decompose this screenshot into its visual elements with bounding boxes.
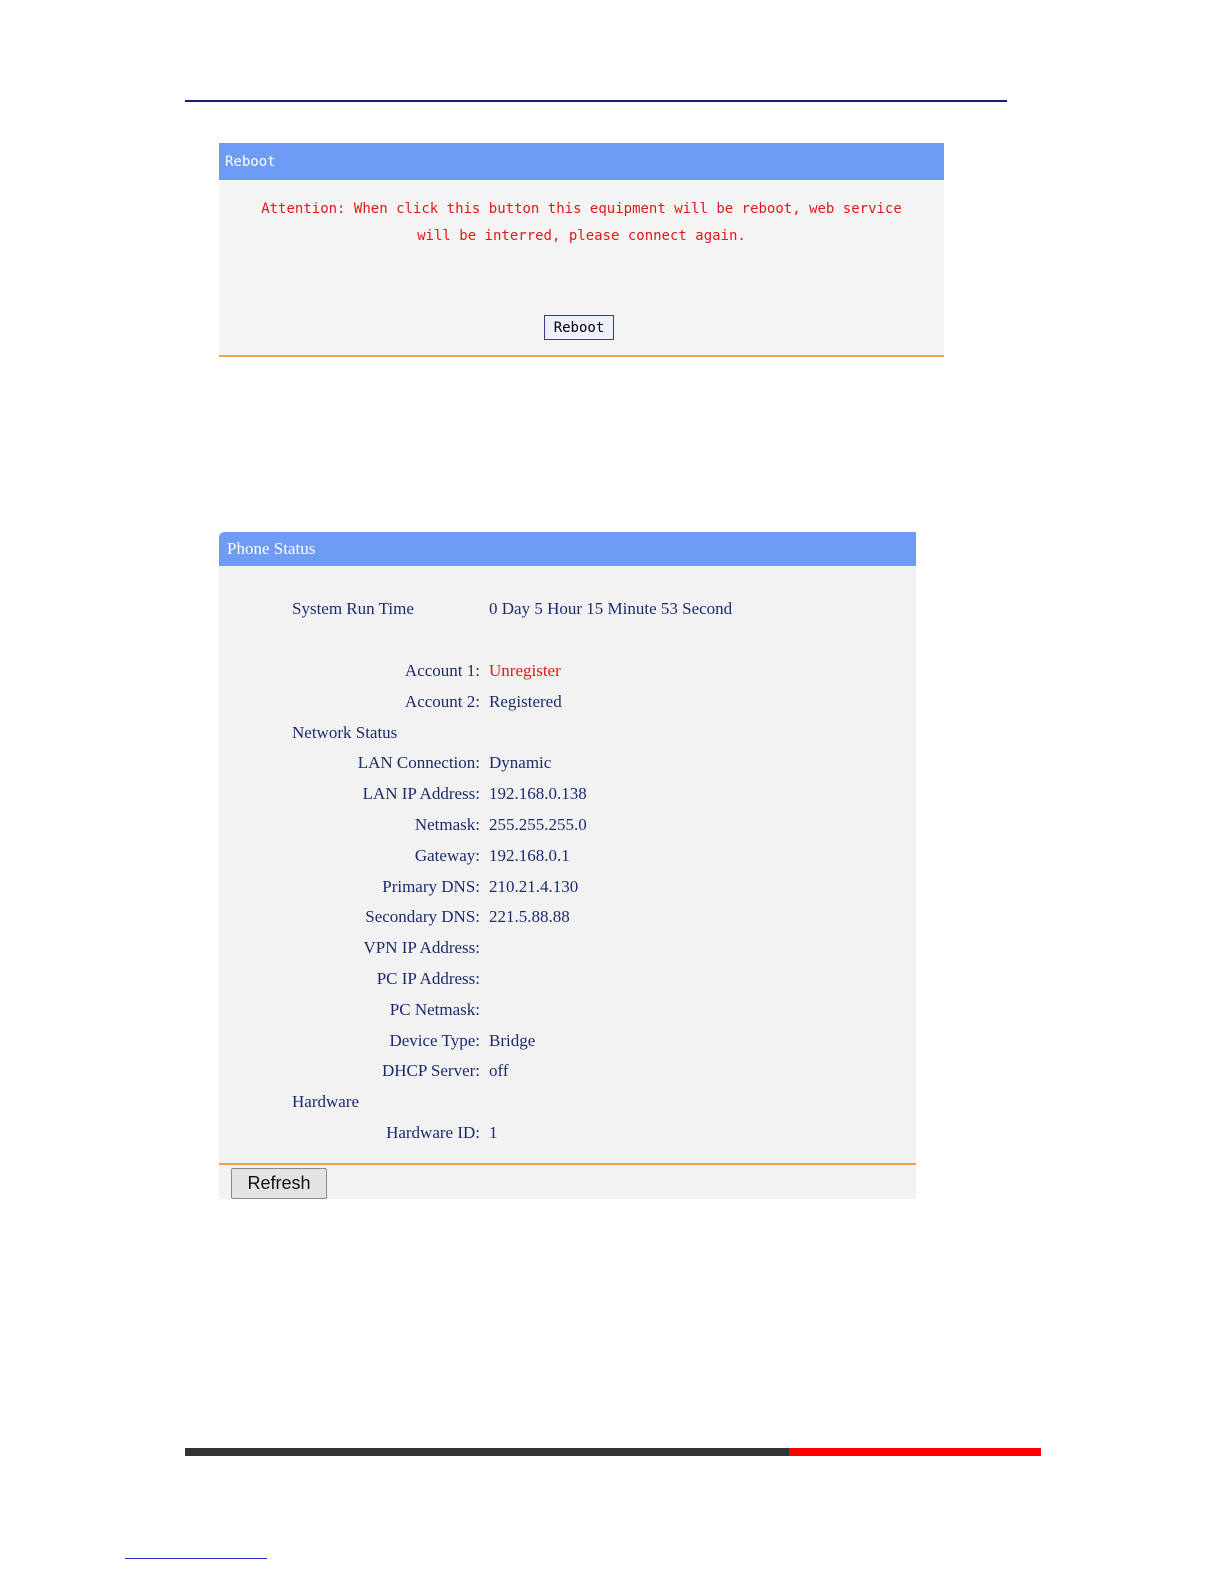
- device-type-label: Device Type:: [389, 1031, 480, 1050]
- gateway-value: 192.168.0.1: [489, 846, 570, 865]
- account-1-value: Unregister: [489, 661, 561, 680]
- secondary-dns-label: Secondary DNS:: [365, 907, 480, 926]
- status-row-dhcp-server: [219, 1055, 916, 1086]
- primary-dns-value: 210.21.4.130: [489, 877, 579, 896]
- account-1-label: Account 1:: [404, 661, 480, 680]
- reboot-panel-title: Reboot: [225, 153, 276, 170]
- status-row-lan-connection: [219, 747, 916, 778]
- status-row-account-2: [219, 686, 916, 717]
- network-status-section: [219, 717, 916, 748]
- status-row-pc-netmask: [219, 994, 916, 1025]
- dhcp-server-value: off: [489, 1061, 509, 1080]
- lan-ip-label: LAN IP Address:: [362, 784, 480, 803]
- top-rule: [185, 100, 1007, 102]
- secondary-dns-value: 221.5.88.88: [489, 907, 570, 926]
- phone-status-panel: [219, 532, 916, 1199]
- hardware-id-label: Hardware ID:: [386, 1123, 480, 1142]
- footer-bar-red: [789, 1448, 1041, 1456]
- gateway-label: Gateway:: [414, 846, 480, 865]
- status-divider: [219, 1163, 916, 1165]
- lan-connection-label: LAN Connection:: [357, 753, 480, 772]
- status-row-pc-ip: [219, 963, 916, 994]
- phone-status-header: [219, 532, 916, 566]
- status-row-lan-ip: [219, 778, 916, 809]
- footer-underline: [125, 1558, 267, 1559]
- reboot-panel: [219, 143, 944, 357]
- status-row-run-time: [219, 593, 916, 624]
- device-type-value: Bridge: [489, 1031, 536, 1050]
- refresh-button[interactable]: Refresh: [231, 1168, 327, 1199]
- account-2-label: Account 2:: [404, 692, 480, 711]
- footer-bar-dark: [185, 1448, 789, 1456]
- status-row-device-type: [219, 1025, 916, 1056]
- network-status-heading: Network Status: [292, 723, 398, 742]
- status-row-netmask: [219, 809, 916, 840]
- netmask-value: 255.255.255.0: [489, 815, 587, 834]
- status-row-gateway: [219, 840, 916, 871]
- hardware-id-value: 1: [489, 1123, 498, 1142]
- account-2-value: Registered: [489, 692, 562, 711]
- status-row-secondary-dns: [219, 901, 916, 932]
- primary-dns-label: Primary DNS:: [382, 877, 480, 896]
- phone-status-title: Phone Status: [227, 539, 316, 558]
- lan-ip-value: 192.168.0.138: [489, 784, 587, 803]
- reboot-panel-header: [219, 143, 944, 180]
- vpn-ip-label: VPN IP Address:: [363, 938, 480, 957]
- dhcp-server-label: DHCP Server:: [381, 1061, 480, 1080]
- status-row-account-1: [219, 655, 916, 686]
- run-time-label: System Run Time: [292, 599, 414, 618]
- lan-connection-value: Dynamic: [489, 753, 552, 772]
- pc-netmask-label: PC Netmask:: [389, 1000, 480, 1019]
- netmask-label: Netmask:: [414, 815, 480, 834]
- status-row-hardware-id: [219, 1117, 916, 1148]
- reboot-button[interactable]: Reboot: [544, 315, 614, 340]
- hardware-section: [219, 1086, 916, 1117]
- status-row-primary-dns: [219, 871, 916, 902]
- phone-status-body: [219, 566, 916, 1163]
- reboot-attention-message: Attention: When click this button this equipment will be reboot, web service will be interred, please connect again.: [261, 201, 902, 244]
- pc-ip-label: PC IP Address:: [376, 969, 480, 988]
- hardware-heading: Hardware: [292, 1092, 360, 1111]
- status-row-vpn-ip: [219, 932, 916, 963]
- run-time-value: 0 Day 5 Hour 15 Minute 53 Second: [489, 599, 733, 618]
